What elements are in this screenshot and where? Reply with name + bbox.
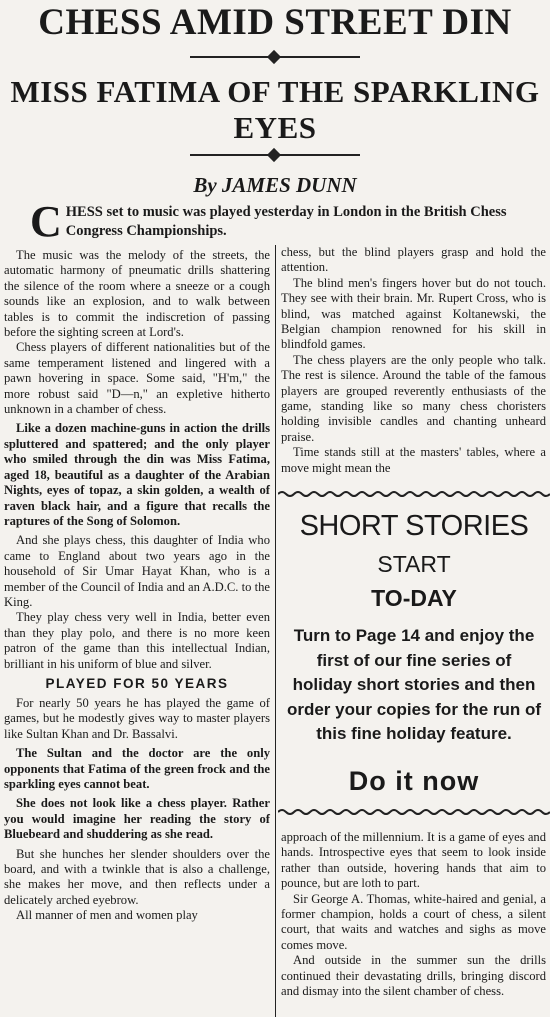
paragraph: Time stands still at the masters' tables, where a move might mean the	[281, 445, 546, 475]
drop-cap: C	[30, 197, 62, 246]
paragraph: Sir George A. Thomas, white-haired and genial, a former champion, holds a court of chess, a silent court, that waits and watches and sighs as move comes move.	[281, 891, 546, 952]
right-column-bottom	[281, 830, 546, 999]
advert-title: SHORT STORIES	[299, 510, 529, 542]
byline: By JAMES DUNN	[193, 173, 357, 197]
paragraph: The music was the melody of the streets, the automatic harmony of pneumatic drills shattering the silence of the room where a sneeze or a cough sounds like an explosion, and to walk between tables is to commit the indiscretion of passing before the sighting screen at Lord's.	[4, 248, 270, 340]
paragraph: chess, but the blind players grasp and hold the attention.	[281, 245, 546, 275]
ornament-rule-bottom	[190, 154, 360, 156]
subheadline: MISS FATIMA OF THE SPARKLING EYES	[10, 74, 540, 145]
paragraph: All manner of men and women play	[16, 908, 198, 923]
section-subhead: PLAYED FOR 50 YEARS	[45, 675, 229, 691]
paragraph: For nearly 50 years he has played the game of games, but he modestly gives way to master players like Sultan Khan and Dr. Bassalvi.	[4, 695, 270, 741]
wavy-border-top	[278, 490, 550, 498]
paragraph: They play chess very well in India, better even than they play polo, and there is no more keen patron of the game than this intellectual Indian, brilliant in his uniform of blue and silver.	[4, 610, 270, 671]
wavy-border-bottom	[278, 808, 550, 816]
short-stories-advert	[280, 502, 548, 797]
paragraph: But she hunches her slender shoulders over the board, and with a twinkle that is also a challenge, she makes her move, and then reflects under a delicately arched eyebrow.	[4, 846, 270, 907]
ornament-rule-top	[190, 56, 360, 58]
lead-paragraph	[30, 197, 536, 246]
paragraph: And she plays chess, this daughter of India who came to England about two years ago in the household of Sir Umar Hayat Khan, who is a member of the Council of India and an A.D.C. to the King.	[4, 533, 270, 609]
paragraph: She does not look like a chess player. Rather you would imagine her reading the story of Bluebeard and shuddering as she read.	[4, 796, 270, 842]
paragraph: The chess players are the only people who talk. The rest is silence. Around the table of the famous players are grouped reverently enthusiasts of the game, standing like so many chess choristers holding invisible candles and chanting unheard praise.	[281, 352, 546, 444]
headline: CHESS AMID STREET DIN	[38, 2, 512, 43]
column-divider	[275, 245, 276, 1017]
paragraph: The Sultan and the doctor are the only opponents that Fatima of the green frock and the sparkling eyes cannot beat.	[4, 746, 270, 791]
advert-start: START	[377, 551, 451, 577]
advert-body: Turn to Page 14 and enjoy the first of our fine series of holiday short stories and then order your copies for the run of this fine holiday feature.	[286, 626, 542, 743]
advert-today: TO-DAY	[371, 585, 457, 611]
paragraph: The blind men's fingers hover but do not touch. They see with their brain. Mr. Rupert Cross, who is blind, was matched against Koltanewski, the Belgian champion renowned for his skill in blindfold games.	[281, 275, 546, 352]
left-column	[4, 248, 270, 924]
paragraph: Chess players of different nationalities but of the same temperament listened and lingered with a pawn hovering in space. Some said, "H'm," the more robust said "D—n," an expletive hitherto unknown in a chamber of chess.	[4, 340, 270, 417]
paragraph: Like a dozen machine-guns in action the drills spluttered and spattered; and the only player who smiled through the din was Miss Fatima, aged 18, beautiful as a daughter of the Arabian Nights, eyes of topaz, a skin golden, a wealth of raven black hair, and a figure that recalls the raptures of the Song of Solomon.	[4, 421, 270, 528]
advert-call-to-action: Do it now	[348, 765, 480, 796]
paragraph: And outside in the summer sun the drills continued their devastating drills, bringing discord and dismay into the silent chamber of chess.	[281, 953, 546, 999]
paragraph: approach of the millennium. It is a game of eyes and hands. Introspective eyes that seem to look inside rather than outside, hovering hands that aim to pounce, but are loth to part.	[281, 830, 546, 891]
lead-text: HESS set to music was played yesterday in London in the British Chess Congress Championships.	[65, 204, 507, 239]
right-column-top	[281, 245, 546, 476]
